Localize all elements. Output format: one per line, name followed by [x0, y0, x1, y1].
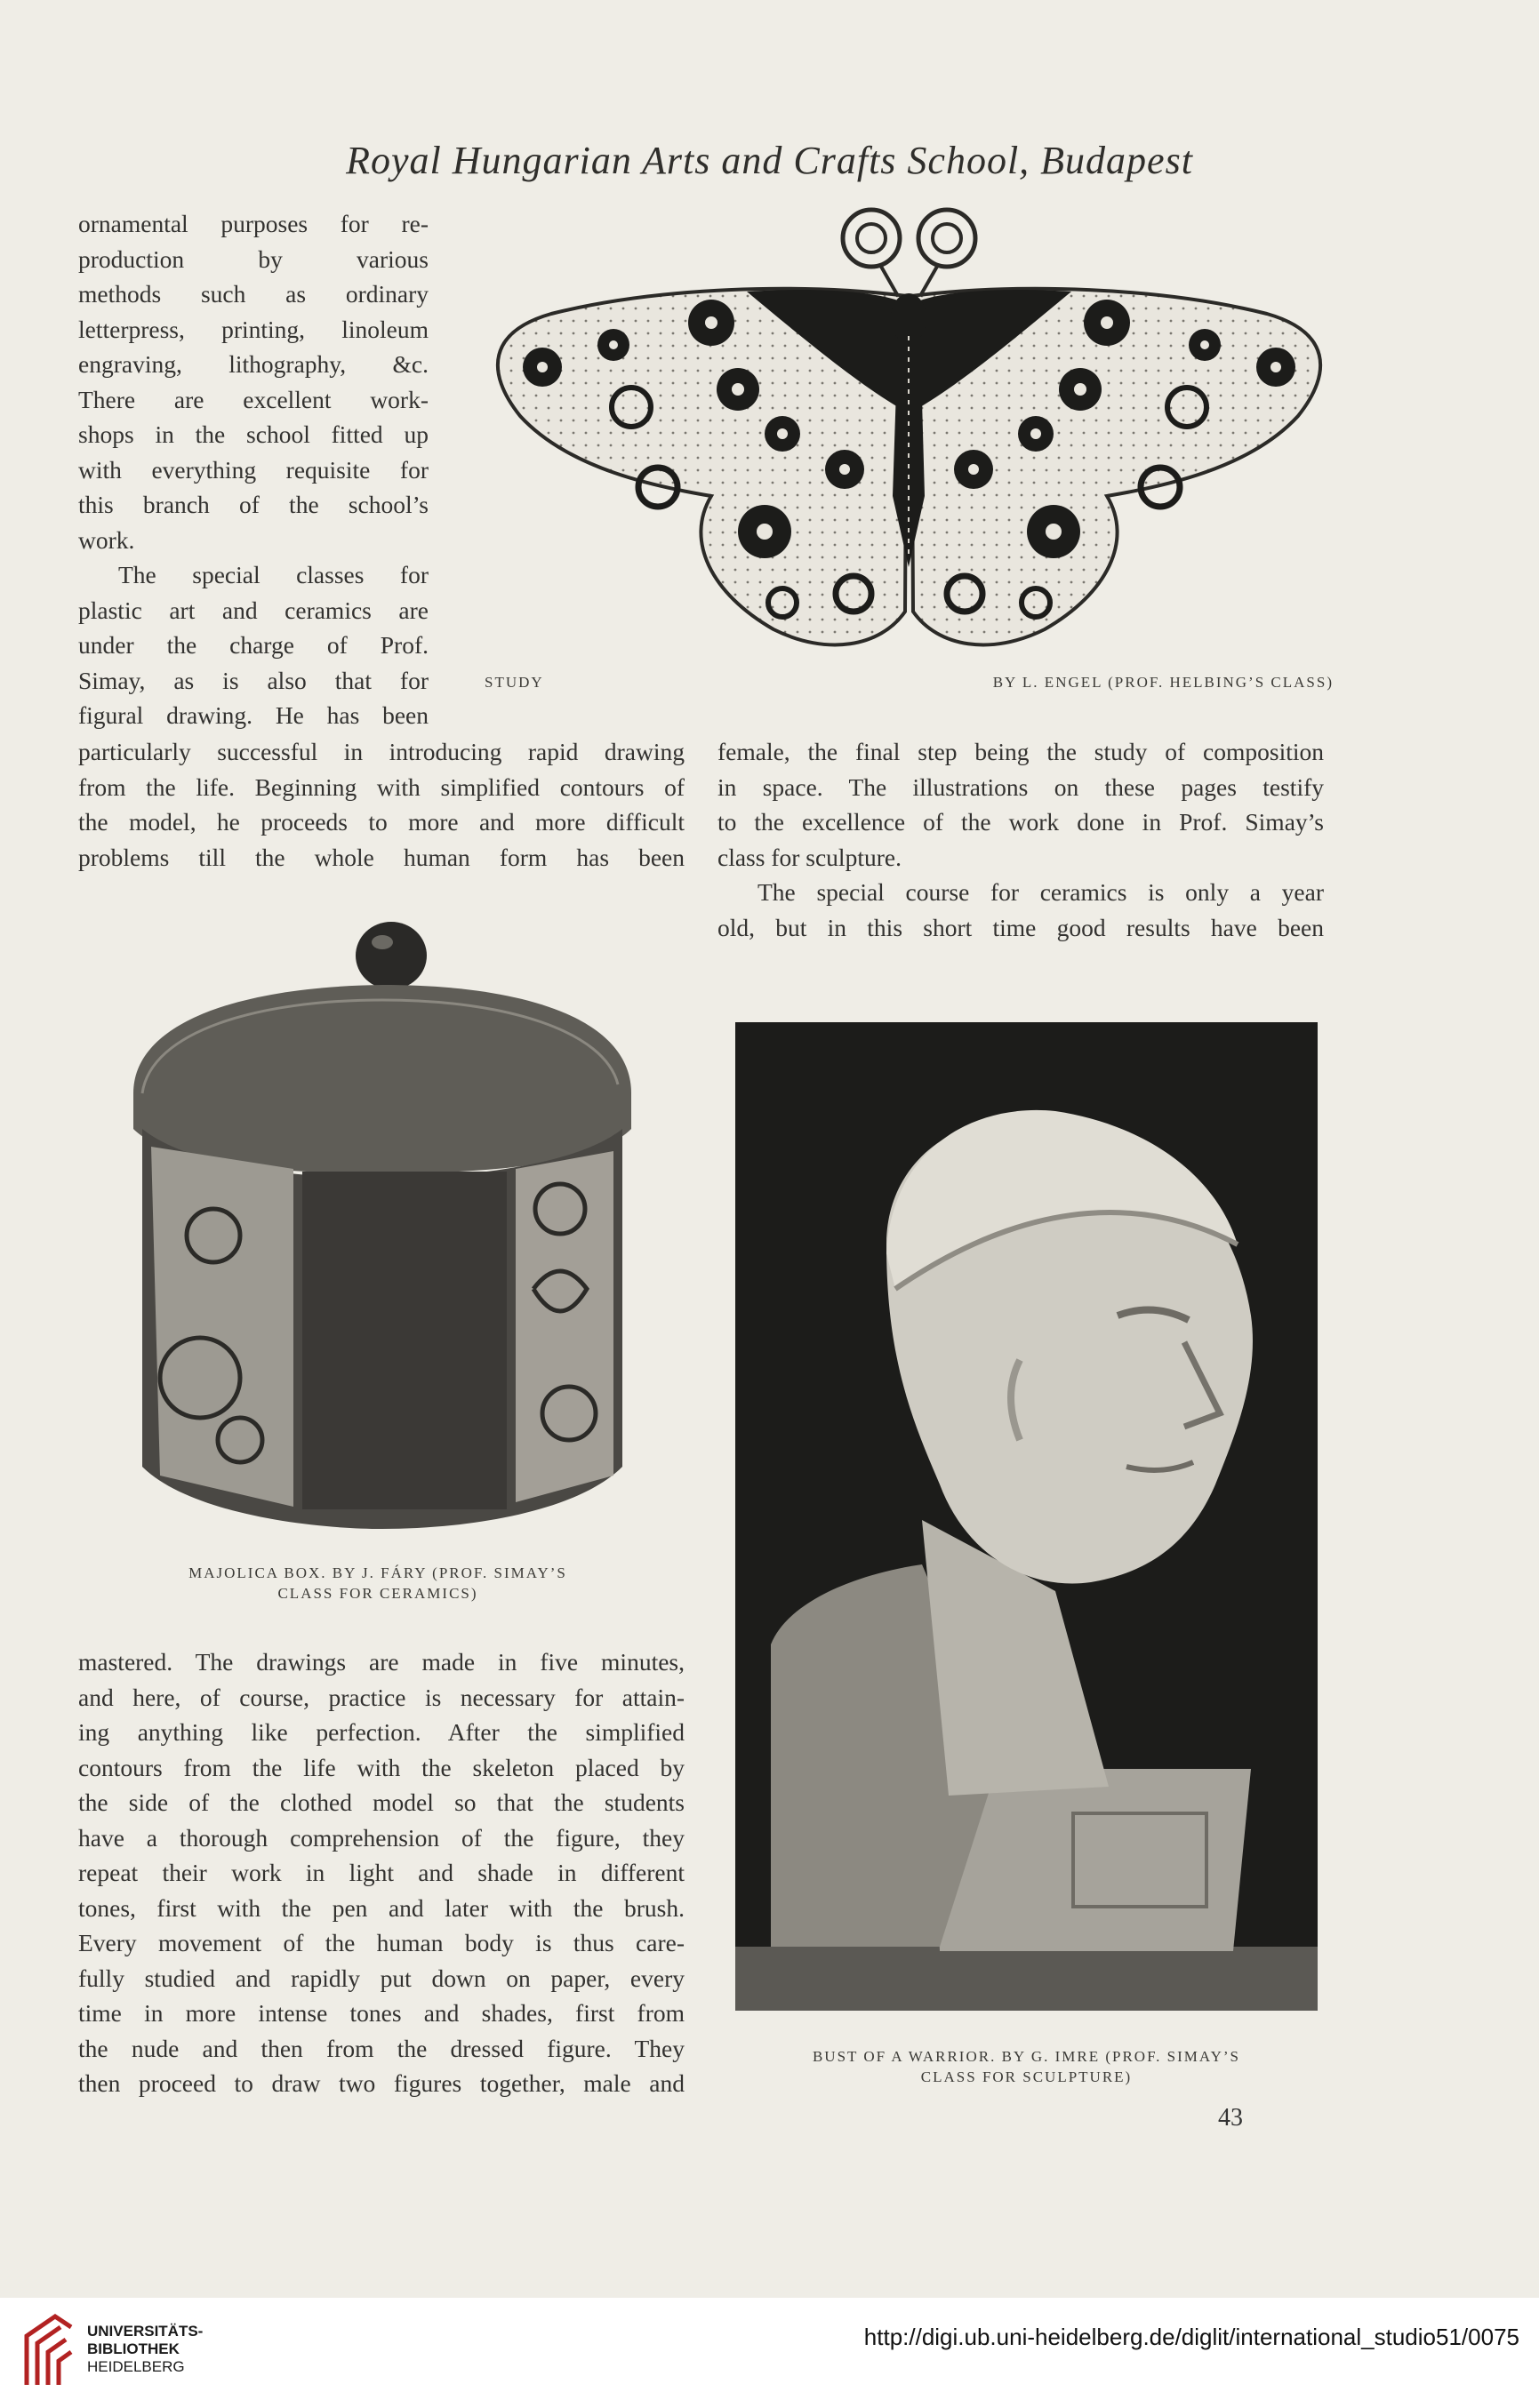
text-line: tones, first with the pen and later with the brush. [78, 1893, 685, 1922]
text-line: time in more intense tones and shades, first from [78, 1999, 685, 2027]
text-line: class for sculpture. [717, 843, 902, 871]
text-line: the model, he proceeds to more and more difficult [78, 808, 685, 836]
text-line: the nude and then from the dressed figure. They [78, 2034, 685, 2062]
library-name-line: BIBLIOTHEK [87, 2340, 180, 2357]
text-line: problems till the whole human form has been [78, 843, 685, 871]
text-line: Every movement of the human body is thus care- [78, 1929, 685, 1956]
text-line: There are excellent work- [78, 385, 429, 413]
library-name-line: UNIVERSITÄTS- [87, 2323, 204, 2340]
text-line: methods such as ordinary [78, 280, 429, 308]
left-column-bottom-text [78, 1644, 685, 2101]
text-line: the side of the clothed model so that the students [78, 1788, 685, 1816]
text-line: ing anything like perfection. After the simplified [78, 1718, 685, 1746]
butterfly-illustration [480, 203, 1338, 665]
page-number: 43 [1218, 2104, 1243, 2132]
text-line: letterpress, printing, linoleum [78, 315, 429, 343]
text-line: then proceed to draw two figures together, male and [78, 2069, 685, 2097]
running-header: Royal Hungarian Arts and Crafts School, Budapest [346, 139, 1193, 182]
library-logo-icon [20, 2309, 78, 2394]
majolica-box-caption-line2: CLASS FOR CERAMICS) [277, 1585, 478, 1602]
library-footer [0, 2298, 1539, 2408]
text-line: have a thorough comprehension of the figure, they [78, 1823, 685, 1852]
text-line: particularly successful in introducing rapid drawing [78, 738, 685, 765]
text-line: from the life. Beginning with simplified contours of [78, 772, 685, 801]
text-line: shops in the school fitted up [78, 420, 429, 448]
library-name [87, 2323, 203, 2376]
bust-caption-line1: BUST OF A WARRIOR. BY G. IMRE (PROF. SIMAY’S [812, 2048, 1241, 2065]
text-line: this branch of the school’s [78, 491, 429, 518]
butterfly-caption-title: STUDY [485, 674, 544, 691]
text-line: repeat their work in light and shade in different [78, 1859, 685, 1886]
text-line: work. [78, 525, 135, 554]
text-line: to the excellence of the work done in Prof. Simay’s [717, 808, 1324, 836]
text-line: under the charge of Prof. [78, 631, 429, 659]
library-name-line: HEIDELBERG [87, 2358, 185, 2375]
majolica-box-caption-line1: MAJOLICA BOX. BY J. FÁRY (PROF. SIMAY’S [188, 1564, 567, 1581]
text-line: The special course for ceramics is only a year [757, 878, 1324, 906]
text-line: The special classes for [118, 561, 429, 588]
text-line: plastic art and ceramics are [78, 596, 429, 624]
text-line: contours from the life with the skeleton placed by [78, 1753, 685, 1781]
text-line: figural drawing. He has been [78, 701, 429, 729]
text-line: production by various [78, 244, 429, 273]
left-column-top-text [78, 206, 429, 733]
text-line: female, the final step being the study of composition [717, 738, 1324, 765]
right-column-top-text [717, 734, 1324, 945]
bust-photo [735, 1022, 1318, 2011]
majolica-box-photo [107, 916, 649, 1547]
text-line: with everything requisite for [78, 455, 429, 484]
text-line: mastered. The drawings are made in five minutes, [78, 1648, 685, 1676]
text-line: engraving, lithography, &c. [78, 350, 429, 378]
left-column-continued-text [78, 734, 685, 875]
bust-caption-line2: CLASS FOR SCULPTURE) [920, 2068, 1133, 2085]
text-line: fully studied and rapidly put down on paper, every [78, 1964, 685, 1992]
text-line: and here, of course, practice is necessary for attain- [78, 1683, 685, 1711]
text-line: Simay, as is also that for [78, 666, 429, 694]
source-url-link[interactable]: http://digi.ub.uni-heidelberg.de/diglit/international_studio51/0075 [863, 2324, 1519, 2350]
text-line: in space. The illustrations on these pages testify [717, 772, 1324, 801]
butterfly-caption-credit: BY L. ENGEL (PROF. HELBING’S CLASS) [992, 674, 1334, 691]
text-line: ornamental purposes for re- [78, 210, 429, 237]
text-line: old, but in this short time good results have been [717, 913, 1324, 941]
